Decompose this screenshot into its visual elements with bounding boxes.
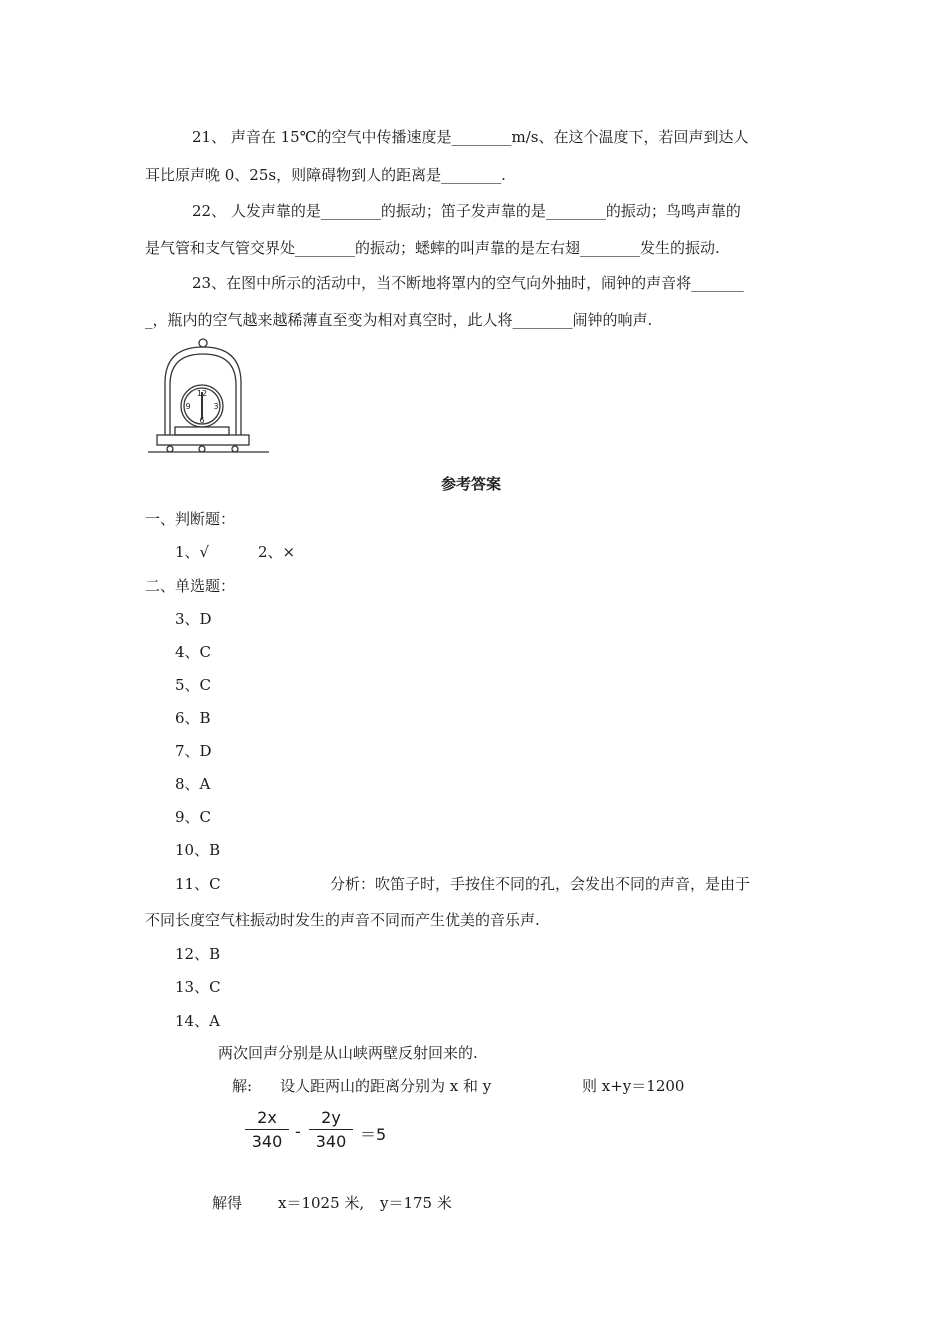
bell-jar-knob (199, 339, 207, 347)
solve-label: 解: (232, 1077, 253, 1095)
answer-14: 14、A (175, 1012, 220, 1030)
answer-1: 1、√ (175, 543, 210, 561)
answer-2: 2、× (258, 543, 296, 561)
section-judgement: 一、判断题： (145, 510, 236, 528)
clock-number-9: 9 (185, 402, 191, 411)
q23-line1: 23、在图中所示的活动中，当不断地将罩内的空气向外抽时，闹钟的声音将_______ (192, 274, 744, 292)
result-y: y＝175 米 (380, 1194, 452, 1212)
q22-line2: 是气管和支气管交界处________的振动；蟋蟀的叫声靠的是左右翅________发生的振动. (145, 239, 720, 257)
section-single-choice: 二、单选题： (145, 577, 236, 595)
answer-item: 10、B (175, 841, 221, 859)
fraction-denominator: 340 (315, 1132, 347, 1151)
answer-11-analysis-line2: 不同长度空气柱振动时发生的声音不同而产生优美的音乐声. (145, 911, 540, 929)
answer-11-analysis-line1: 分析：吹笛子时，手按住不同的孔，会发出不同的声音，是由于 (330, 875, 751, 893)
answer-item: 5、C (175, 676, 212, 694)
solve-condition: 则 x+y＝1200 (582, 1077, 685, 1095)
q23-line2: _，瓶内的空气越来越稀薄直至变为相对真空时，此人将________闹钟的响声. (145, 311, 653, 329)
q22-line1: 22、 人发声靠的是________的振动；笛子发声靠的是________的振动；鸟鸣声靠的 (192, 202, 741, 220)
fraction-2x-over-340 (244, 1108, 290, 1151)
base-platform (157, 435, 249, 445)
wheel (167, 446, 173, 452)
clock-number-6: 6 (199, 416, 205, 425)
answers-title: 参考答案 (441, 475, 502, 493)
answer-item: 3、D (175, 610, 212, 628)
answer-item: 7、D (175, 742, 212, 760)
answer-item: 8、A (175, 775, 211, 793)
q21-line2: 耳比原声晚 0、25s，则障碍物到人的距离是________. (145, 166, 506, 184)
fraction-2y-over-340 (308, 1108, 354, 1151)
answer-item: 4、C (175, 643, 212, 661)
result-label: 解得 (212, 1194, 243, 1212)
solve-text: 设人距两山的距离分别为 x 和 y (280, 1077, 492, 1095)
q21-line1: 21、 声音在 15℃的空气中传播速度是________m/s、在这个温度下，若回声到达人 (192, 128, 749, 146)
fraction-numerator: 2y (321, 1108, 341, 1127)
answer-11: 11、C (175, 875, 221, 893)
equation-rhs: ＝5 (360, 1125, 387, 1144)
answer-13: 13、C (175, 978, 221, 996)
clock-number-3: 3 (213, 402, 219, 411)
clock-number-12: 12 (196, 389, 208, 398)
minus-sign: - (295, 1122, 301, 1141)
answer-12: 12、B (175, 945, 221, 963)
answer-item: 6、B (175, 709, 211, 727)
clock-stand (175, 427, 229, 435)
bell-jar-clock-figure (145, 335, 275, 457)
result-x: x＝1025 米, (278, 1194, 365, 1212)
answer-item: 9、C (175, 808, 212, 826)
fraction-numerator: 2x (257, 1108, 277, 1127)
wheel (199, 446, 205, 452)
answer-14-note: 两次回声分别是从山峡两壁反射回来的. (218, 1044, 478, 1062)
fraction-denominator: 340 (251, 1132, 283, 1151)
wheel (232, 446, 238, 452)
